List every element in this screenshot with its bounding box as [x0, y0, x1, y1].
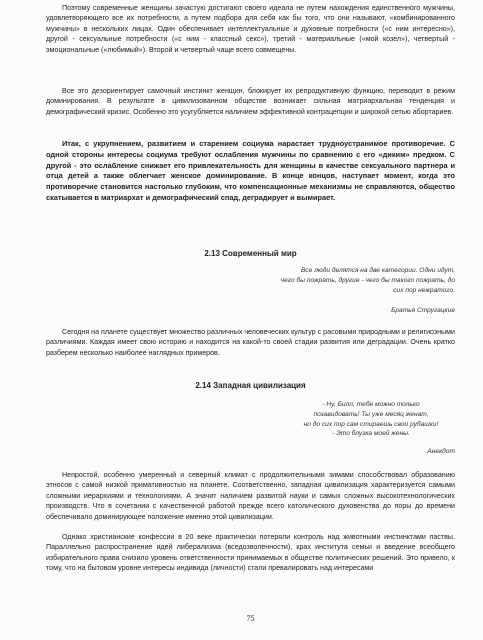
epigraph-line: - Это блузка моей жены. — [332, 430, 410, 438]
epigraph-line: сих пор нежратого. — [393, 286, 455, 294]
epigraph-line: Все люди делятся на две категории. Одни идут, — [300, 267, 455, 274]
page-number: 75 — [246, 614, 255, 623]
epigraph-strugatsky — [281, 266, 455, 295]
epigraph-line: - Ну, Билл, тебе можно только — [322, 401, 420, 408]
paragraph-modern-world: Сегодня на планете существует множество различных человеческих культур с расовыми природными и религиозными различиями. Каждая имеет свою историю и находится на какой-то своей стадии развития или деградации. Очень кратко разберем несколько наиболее наглядных примеров. — [46, 328, 455, 357]
section-heading-modern-world: 2.13 Современный мир — [204, 249, 297, 258]
paragraph-disorientation: Все это дезориентирует самочный инстинкт женщин, блокирует их репродуктивную функцию, переводит в режим доминирования. В результате в цивилизованном обществе возникает сильная матриархальная тенденция и демографический кризис. Особенно это усугубляется наличием эффективной контрацепции и широкой сетью абортариев. — [46, 87, 455, 116]
section-heading-western-civilization: 2.14 Западная цивилизация — [195, 381, 306, 390]
paragraph-western-climate: Непростой, особенно умеренный и северный климат с продолжительными зимами способствовал образованию этносов с самой низкой примативностью на планете. Соответственно, западная цивилизация характеризуется самыми сложными иерархиями и технологиями. А значит наличием развитой науки и самых сложных высокотехнологических производств. Что в сочетании с качественной работой прежде всего католического духовенства до поры до времени обеспечивало доминирующее положение именно этой цивилизации. — [46, 471, 455, 521]
epigraph-line: чего бы пожрать, другие - чего бы такого пожрать, до — [280, 276, 455, 284]
paragraph-conclusion-bold: Итак, с укрупнением, развитием и старением социума нарастает трудноустранимое противоречие. С одной стороны интересы социума требуют ослабления мужчины по сравнению с его «диким» предком. С другой - это ослабление снижает его привлекательность для женщины в качестве сексуального партнера и отца детей а также облегчает женское доминирование. В конце концов, наступает момент, когда это противоречие становится настолько глубоким, что компенсационные механизмы не справляются, общество скатывается в матриархат и демографический спад, деградирует и вымирает. — [46, 139, 455, 202]
epigraph-line: но до сих пор сам стираешь свои рубашки! — [303, 420, 439, 428]
epigraph-line: позавидовать! Ты уже месяц женат, — [313, 410, 429, 418]
epigraph-anecdote — [287, 400, 455, 439]
epigraph-source-anecdote: Анекдот — [427, 448, 455, 455]
epigraph-source-strugatsky: Братья Стругацкие — [391, 307, 455, 314]
paragraph-women-ideal: Поэтому современные женщины зачастую достигают своего идеала не путем нахождения единственного мужчины, удовлетворяющего все их потребности, а путем подбора для себя как бы того, что они называют, «комбинированного мужчины» в нескольких лицах. Один обеспечивает интеллектуальные и духовные потребности («с ним интересно»), другой - сексуальные потребности («с ним - классный секс»), третий - материальные («мой козел»), четвертый - эмоциональные («любимый»). Второй и четвертый чаще всего совмещены. — [46, 4, 455, 54]
paragraph-christian-confessions: Однако христианские конфессии в 20 веке практически потеряли контроль над животными инстинктами паствы. Параллельно распространение идей либерализма (вседозволенности), крах института семьи и введение всеобщего избирательного права снизило уровень ответственности принимаемых в обществе политических решений. Это привело, к тому, что на бытовом уровне интересы индивида (личности) стали превалировать над интересами — [46, 533, 455, 573]
